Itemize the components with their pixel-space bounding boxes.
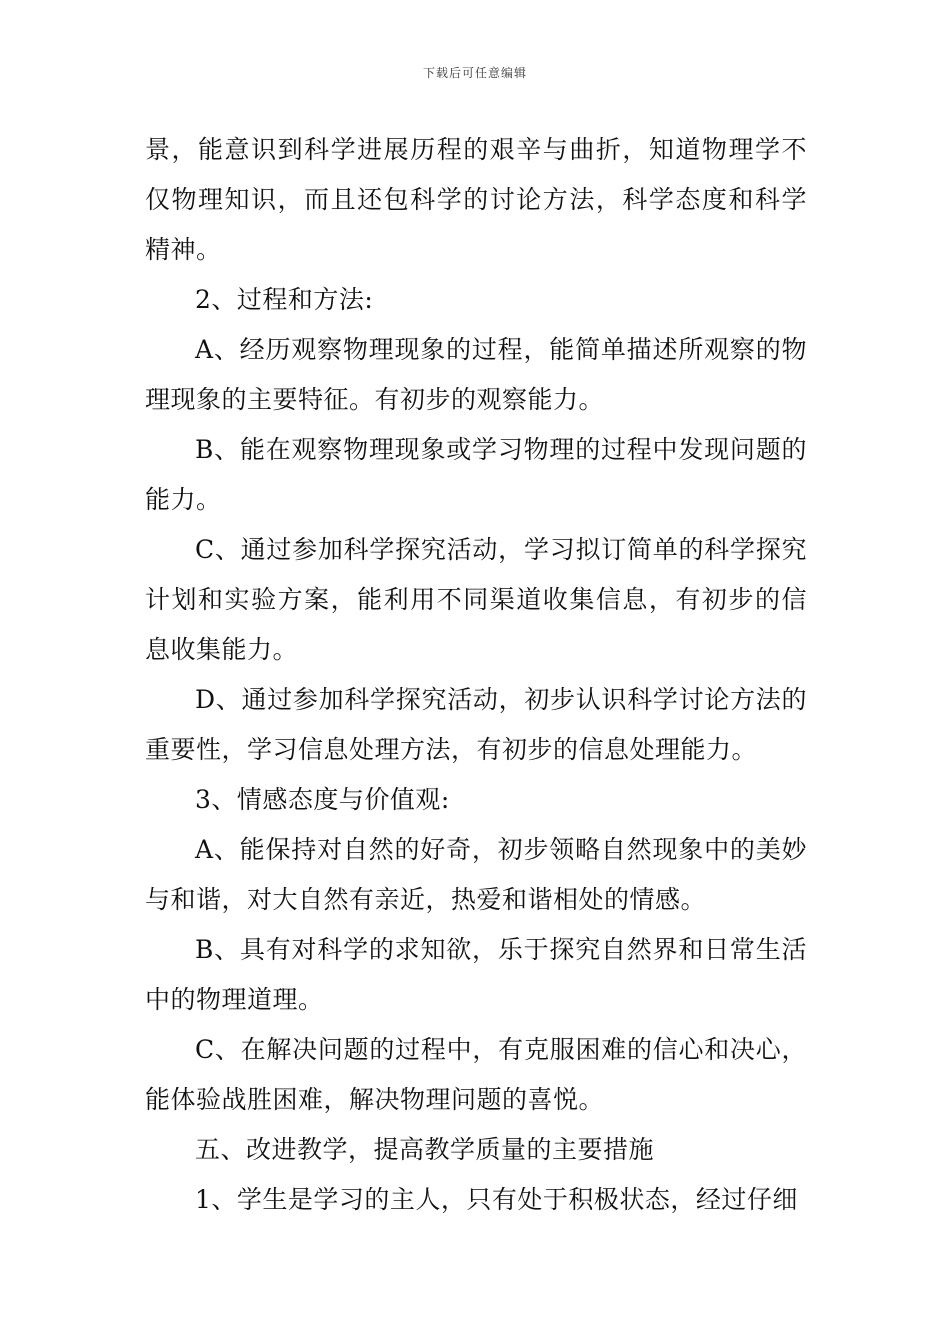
page-header: 下载后可任意编辑 bbox=[422, 66, 527, 80]
document-body bbox=[145, 125, 807, 1225]
section-heading: 2、过程和方法: bbox=[195, 285, 374, 314]
section-heading: 3、情感态度与价值观: bbox=[195, 785, 450, 814]
paragraph: D、通过参加科学探究活动，初步认识科学讨论方法的重要性，学习信息处理方法，有初步的信息处理能力。 bbox=[145, 685, 807, 764]
paragraph: A、经历观察物理现象的过程，能简单描述所观察的物理现象的主要特征。有初步的观察能力。 bbox=[145, 335, 807, 414]
paragraph: 景，能意识到科学进展历程的艰辛与曲折，知道物理学不仅物理知识，而且还包科学的讨论方法，科学态度和科学精神。 bbox=[145, 135, 807, 264]
paragraph: B、能在观察物理现象或学习物理的过程中发现问题的能力。 bbox=[145, 435, 807, 514]
paragraph: B、具有对科学的求知欲，乐于探究自然界和日常生活中的物理道理。 bbox=[145, 935, 807, 1014]
paragraph: 1、学生是学习的主人，只有处于积极状态，经过仔细 bbox=[195, 1185, 798, 1214]
paragraph: A、能保持对自然的好奇，初步领略自然现象中的美妙与和谐，对大自然有亲近，热爱和谐相处的情感。 bbox=[145, 835, 807, 914]
paragraph: C、通过参加科学探究活动，学习拟订简单的科学探究计划和实验方案，能利用不同渠道收集信息，有初步的信息收集能力。 bbox=[145, 535, 807, 664]
paragraph: C、在解决问题的过程中，有克服困难的信心和决心，能体验战胜困难，解决物理问题的喜悦。 bbox=[145, 1035, 807, 1114]
section-heading: 五、改进教学，提高教学质量的主要措施 bbox=[195, 1135, 655, 1164]
